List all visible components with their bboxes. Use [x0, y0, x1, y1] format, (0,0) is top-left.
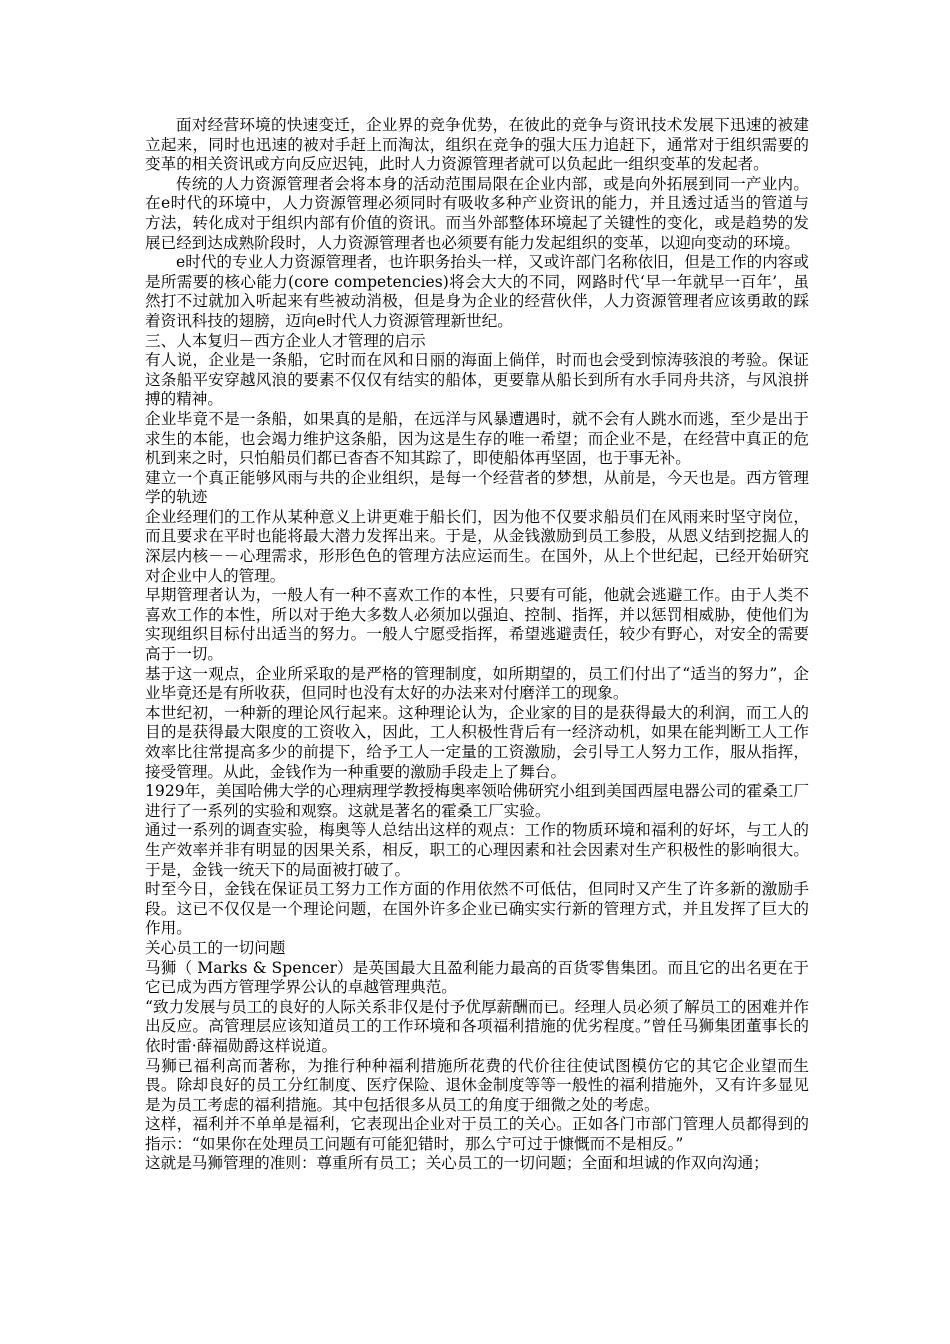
- paragraph: 传统的人力资源管理者会将本身的活动范围局限在企业内部，或是向外拓展到同一产业内。在e时代的环境中，人力资源管理必须同时有吸收多种产业资讯的能力，并且透过适当的管道与方法，转化成对于组织内部有价值的资讯。而当外部整体环境起了关键性的变化，或是趋势的发展已经到达成熟阶段时，人力资源管理者也必须要有能力发起组织的变革，以迎向变动的环境。: [145, 174, 809, 252]
- paragraph: 建立一个真正能够风雨与共的企业组织，是每一个经营者的梦想，从前是，今天也是。西方管理学的轨迹: [145, 468, 809, 507]
- paragraph: 本世纪初，一种新的理论风行起来。这种理论认为，企业家的目的是获得最大的利润，而工人的目的是获得最大限度的工资收入，因此，工人积极性背后有一经济动机，如果在能判断工人工作效率比往常提高多少的前提下，给予工人一定量的工资激励，会引导工人努力工作，服从指挥，接受管理。从此，金钱作为一种重要的激励手段走上了舞台。: [145, 703, 809, 781]
- paragraph: 基于这一观点，企业所采取的是严格的管理制度，如所期望的，员工们付出了“适当的努力”，企业毕竟还是有所收获，但同时也没有太好的办法来对付磨洋工的现象。: [145, 664, 809, 703]
- paragraph: 1929年，美国哈佛大学的心理病理学教授梅奥率领哈佛研究小组到美国西屋电器公司的霍桑工厂进行了一系列的实验和观察。这就是著名的霍桑工厂实验。: [145, 782, 809, 820]
- paragraph: 这样，福利并不单单是福利，它表现出企业对于员工的关心。正如各门市部门管理人员都得到的指示：“如果你在处理员工问题有可能犯错时，那么宁可过于慷慨而不是相反。”: [145, 1115, 809, 1153]
- paragraph: 这就是马狮管理的准则：尊重所有员工；关心员工的一切问题；全面和坦诚的作双向沟通；: [145, 1154, 769, 1173]
- paragraph: 时至今日，金钱在保证员工努力工作方面的作用依然不可低估，但同时又产生了许多新的激励手段。这已不仅仅是一个理论问题，在国外许多企业已确实实行新的管理方式，并且发挥了巨大的作用。: [145, 880, 809, 938]
- paragraph: 企业经理们的工作从某种意义上讲更难于船长们，因为他不仅要求船员们在风雨来时坚守岗位，而且要求在平时也能将最大潜力发挥出来。于是，从金钱激励到员工参股，从恩义结到挖掘人的深层内核－－心理需求，形形色色的管理方法应运而生。在国外，从上个世纪起，已经开始研究对企业中人的管理。: [145, 507, 809, 585]
- paragraph: 三、人本复归－西方企业人才管理的启示: [145, 331, 426, 350]
- paragraph: “致力发展与员工的良好的人际关系非仅是付予优厚薪酬而已。经理人员必须了解员工的困难并作出反应。高管理层应该知道员工的工作环境和各项福利措施的优劣程度。”曾任马狮集团董事长的依时雷·薛福勋爵这样说道。: [145, 997, 809, 1055]
- document-body: [145, 116, 809, 1174]
- paragraph: 早期管理者认为，一般人有一种不喜欢工作的本性，只要有可能，他就会逃避工作。由于人类不喜欢工作的本性，所以对于绝大多数人必须加以强迫、控制、指挥，并以惩罚相威胁，使他们为实现组织目标付出适当的努力。一般人宁愿受指挥，希望逃避责任，较少有野心，对安全的需要高于一切。: [145, 586, 809, 664]
- paragraph: 有人说，企业是一条船，它时而在风和日丽的海面上倘佯，时而也会受到惊涛骇浪的考验。保证这条船平安穿越风浪的要素不仅仅有结实的船体，更要靠从船长到所有水手同舟共济，与风浪拼搏的精神。: [145, 351, 809, 409]
- paragraph: 马狮已福利高而著称，为推行种种福利措施所花费的代价往往使试图模仿它的其它企业望而生畏。除却良好的员工分红制度、医疗保险、退休金制度等等一般性的福利措施外，又有许多显见是为员工考虑的福利措施。其中包括很多从员工的角度于细微之处的考虑。: [145, 1056, 809, 1114]
- paragraph: 通过一系列的调查实验，梅奥等人总结出这样的观点：工作的物质环境和福利的好坏，与工人的生产效率并非有明显的因果关系，相反，职工的心理因素和社会因素对生产积极性的影响很大。于是，金钱一统天下的局面被打破了。: [145, 821, 809, 879]
- paragraph: 关心员工的一切问题: [145, 938, 286, 957]
- paragraph: 企业毕竟不是一条船，如果真的是船，在远洋与风暴遭遇时，就不会有人跳水而逃，至少是出于求生的本能，也会竭力维护这条船，因为这是生存的唯一希望；而企业不是，在经营中真正的危机到来之时，只怕船员们都已杳杳不知其踪了，即使船体再坚固，也于事无补。: [145, 409, 809, 468]
- paragraph: 面对经营环境的快速变迁，企业界的竞争优势，在彼此的竞争与资讯技术发展下迅速的被建立起来，同时也迅速的被对手赶上而淘汰，组织在竞争的强大压力追赶下，通常对于组织需要的变革的相关资讯或方向反应迟钝，此时人力资源管理者就可以负起此一组织变革的发起者。: [145, 116, 809, 174]
- paragraph: e时代的专业人力资源管理者，也许职务抬头一样，又或许部门名称依旧，但是工作的内容或是所需要的核心能力(core competencies)将会大大的不同，网路时代‘早一年就早一百年’，虽然打不过就加入听起来有些被动消极，但是身为企业的经营伙伴，人力资源管理者应该勇敢的踩着资讯科技的翅膀，迈向e时代人力资源管理新世纪。: [145, 253, 809, 330]
- paragraph: 马狮（ Marks & Spencer）是英国最大且盈利能力最高的百货零售集团。而且它的出名更在于它已成为西方管理学界公认的卓越管理典范。: [145, 958, 809, 997]
